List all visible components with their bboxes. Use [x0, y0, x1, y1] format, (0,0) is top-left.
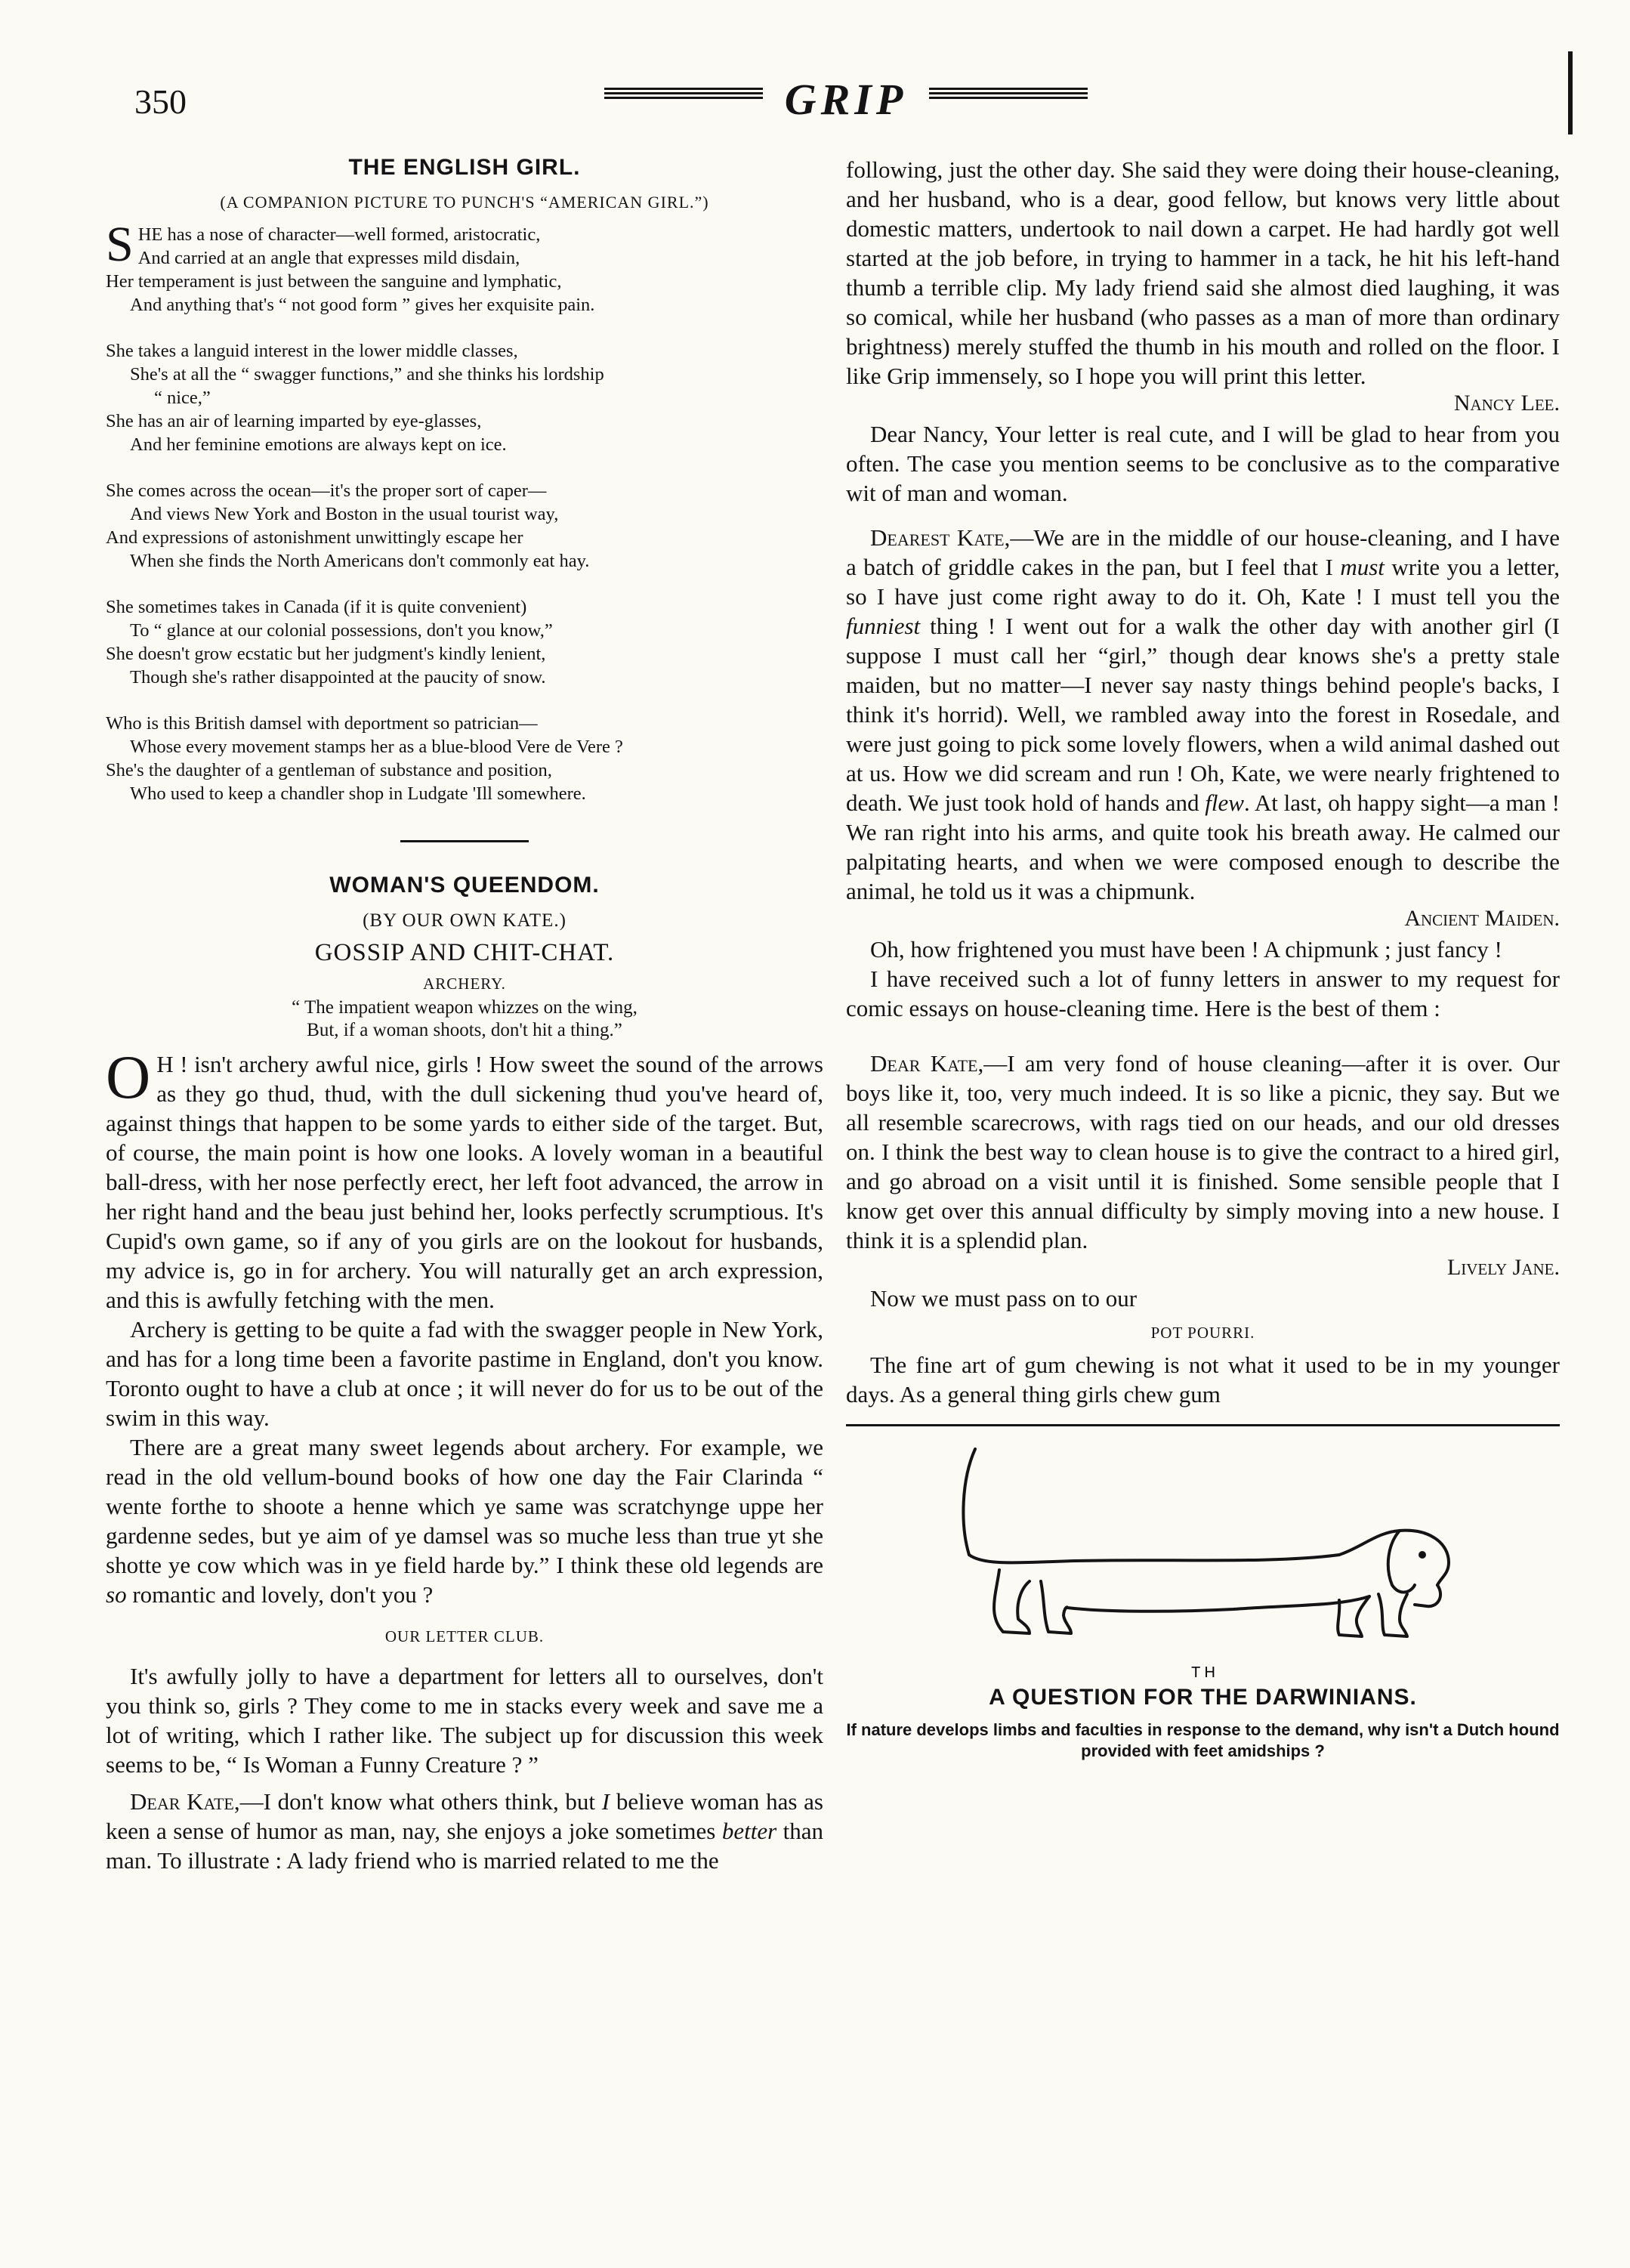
- letter: Dear Kate,—I don't know what others think, but I believe woman has as keen a sense of humor as man, nay, she enjoys a joke sometimes better than man. To illustrate : A lady friend who is married related to me the: [106, 1788, 823, 1874]
- poem-line: And carried at an angle that expresses mild disdain,: [137, 248, 520, 268]
- hind-leg-1: [994, 1570, 1030, 1633]
- signature: Ancient Maiden.: [1404, 906, 1560, 931]
- paragraph: I have received such a lot of funny letters in answer to my request for comic essays on house-cleaning time. Here is the best of them :: [846, 966, 1560, 1021]
- column-title: WOMAN'S QUEENDOM.: [329, 873, 600, 898]
- cartoon-monogram: T H: [1190, 1664, 1215, 1681]
- subsection-heading: OUR LETTER CLUB.: [384, 1627, 545, 1645]
- margin-bar: [1568, 51, 1573, 134]
- cartoon-title: A QUESTION FOR THE DARWINIANS.: [989, 1685, 1417, 1710]
- poem-line: When she finds the North Americans don't commonly eat hay.: [130, 551, 590, 571]
- poem-line: And her feminine emotions are always kept on ice.: [130, 434, 507, 455]
- paragraph: Now we must pass on to our: [870, 1285, 1138, 1312]
- paragraph: The fine art of gum chewing is not what it used to be in my younger days. As a general thing girls chew gum: [846, 1352, 1560, 1407]
- epigraph: [106, 996, 823, 1042]
- paragraph: Archery is getting to be quite a fad with the swagger people in New York, and has for a long time been a favorite pastime in England, don't you know. Toronto ought to have a club at once ; it will never do for us to be out of the swim in this way.: [106, 1316, 823, 1431]
- paragraph: following, just the other day. She said they were doing their house-cleaning, and her husband, who is a dear, good fellow, but knows very little about domestic matters, undertook to nail down a carpet. He had hardly got well started at the job before, in trying to hammer in a tack, he hit his left-hand thumb a terrible clip. My lady friend said she almost died laughing, it was so comical, while her husband (who passes as a man of more than ordinary brightness) merely stuffed the thumb in his mouth and rolled on the floor. I like Grip immensely, so I hope you will print this letter.: [846, 156, 1560, 389]
- dog-eye: [1420, 1553, 1425, 1557]
- poem-line: And expressions of astonishment unwittingly escape her: [106, 527, 523, 548]
- hind-leg-2: [1041, 1581, 1071, 1633]
- subsection-heading: POT POURRI.: [1150, 1324, 1255, 1342]
- muzzle-line: [1415, 1585, 1440, 1606]
- poem-line: Who used to keep a chandler shop in Ludgate 'Ill somewhere.: [130, 783, 586, 804]
- byline: (BY OUR OWN KATE.): [363, 910, 566, 931]
- dachshund-illustration: [916, 1434, 1490, 1683]
- masthead-title: GRIP: [784, 75, 908, 124]
- poem-line: To “ glance at our colonial possessions, don't you know,”: [130, 620, 553, 641]
- paragraph: There are a great many sweet legends about archery. For example, we read in the old vellum-bound books of how one day the Fair Clarinda “ wente forthe to shoote a henne which ye same was scratchynge uppe her gardenne sedes, but ye aim of ye damsel was so muche less than true yt she shotte ye cow which was in ye field harde by.” I think these old legends are so romantic and lovely, don't you ?: [106, 1434, 823, 1608]
- poem-line: And anything that's “ not good form ” gives her exquisite pain.: [130, 295, 595, 315]
- poem-line: She's at all the “ swagger functions,” and she thinks his lordship: [130, 364, 604, 385]
- page-number: 350: [134, 82, 187, 121]
- belly-line: [1067, 1596, 1369, 1611]
- epigraph-line: “ The impatient weapon whizzes on the wing,: [292, 997, 637, 1018]
- front-leg-2: [1378, 1594, 1407, 1636]
- ear-line: [1388, 1531, 1414, 1592]
- letter: Dear Kate,—I am very fond of house cleaning—after it is over. Our boys like it, too, very much indeed. It is so like a picnic, they say. But we all resemble scarecrows, with rags tied on our heads, and our old dresses on. I think the best way to clean house is to give the contract to a hired girl, and go abroad on a visit until it is finished. Some sensible people that I know get over this annual difficulty by simply moving into a new house. I think it is a splendid plan.: [846, 1050, 1560, 1253]
- letter: Dearest Kate,—We are in the middle of our house-cleaning, and I have a batch of griddle cakes in the pan, but I feel that I must write you a letter, so I have just come right away to do it. Oh, Kate ! I must tell you the funniest thing ! I went out for a walk the other day with another girl (I suppose I must call her “girl,” though dear knows she's a pretty stale maiden, but no matter—I never say nasty things behind people's backs, I think it's horrid). Well, we rambled away into the forest in Rosedale, and were just going to pick some lovely flowers, when a wild animal dashed out at us. How we did scream and run ! Oh, Kate, we were nearly frightened to death. We just took hold of hands and flew. At last, oh happy sight—a man ! We ran right into his arms, and quite took his breath away. He calmed our palpitating hearts, and when we were composed enough to describe the animal, he told us it was a chipmunk.: [846, 524, 1561, 904]
- cartoon: [846, 1424, 1560, 1762]
- poem-stanza: [106, 217, 823, 317]
- paragraph: [106, 1043, 823, 1315]
- drop-cap-s: S: [106, 217, 134, 272]
- poem-line: She takes a languid interest in the lower middle classes,: [106, 341, 518, 361]
- poem-stanza: [106, 712, 823, 805]
- poem-stanza: [106, 595, 823, 689]
- paragraph: Dear Nancy, Your letter is real cute, and I will be glad to hear from you often. The case you mention seems to be conclusive as to the comparative wit of man and woman.: [846, 421, 1560, 506]
- poem: [106, 217, 823, 805]
- poem-line: She doesn't grow ecstatic but her judgment's kindly lenient,: [106, 644, 546, 664]
- signature: Lively Jane.: [1446, 1255, 1560, 1280]
- poem-stanza: [106, 479, 823, 573]
- poem-line: “ nice,”: [154, 388, 211, 408]
- right-column: [846, 155, 1560, 1762]
- poem-line: She comes across the ocean—it's the proper sort of caper—: [106, 480, 547, 501]
- poem-line: And views New York and Boston in the usual tourist way,: [130, 504, 559, 524]
- epigraph-line: But, if a woman shoots, don't hit a thing.”: [307, 1020, 622, 1040]
- poem-line: She has an air of learning imparted by eye-glasses,: [106, 411, 482, 431]
- tail-line: [963, 1449, 975, 1555]
- poem-line: She's the daughter of a gentleman of substance and position,: [106, 760, 552, 780]
- left-column: [106, 155, 823, 1875]
- paragraph: It's awfully jolly to have a department for letters all to ourselves, don't you think so, girls ? They come to me in stacks every week and save me a lot of writing, which I rather like. The subject up for discussion this week seems to be, “ Is Woman a Funny Creature ? ”: [106, 1663, 823, 1778]
- cartoon-rule: [846, 1424, 1560, 1426]
- poem-line: Her temperament is just between the sanguine and lymphatic,: [106, 271, 562, 292]
- masthead: [589, 74, 1103, 134]
- back-line: [969, 1555, 1339, 1562]
- poem-line: Though she's rather disappointed at the paucity of snow.: [130, 667, 546, 688]
- masthead-rule-right: [929, 88, 1088, 101]
- paragraph: Oh, how frightened you must have been ! A chipmunk ; just fancy !: [870, 936, 1502, 963]
- drop-cap-o: O: [106, 1043, 151, 1111]
- poem-line: She sometimes takes in Canada (if it is quite convenient): [106, 597, 527, 617]
- paragraph-text: H ! isn't archery awful nice, girls ! How sweet the sound of the arrows as they go thud, thud, with the dull sickening thud you've heard of, against things that happen to be some yards to either side of the target. But, of course, the main point is how one looks. A lovely woman in a beautiful ball-dress, with her nose perfectly erect, her left foot advanced, the arrow in her right hand and the beau just behind her, looks perfectly scrumptious. It's Cupid's own game, so if any of you girls are on the lookout for husbands, my advice is, go in for archery. You will naturally get an arch expression, and this is awfully fetching with the men.: [106, 1051, 823, 1313]
- cartoon-caption: If nature develops limbs and faculties in response to the demand, why isn't a Dutch hound provided with feet amidships ?: [846, 1720, 1560, 1760]
- poem-line: HE has a nose of character—well formed, aristocratic,: [137, 224, 541, 245]
- signature: Nancy Lee.: [1453, 391, 1560, 416]
- poem-title: THE ENGLISH GIRL.: [348, 155, 581, 180]
- poem-subtitle: (A COMPANION PICTURE TO PUNCH'S “AMERICAN GIRL.”): [220, 193, 709, 212]
- poem-line: Whose every movement stamps her as a blue-blood Vere de Vere ?: [130, 737, 623, 757]
- poem-stanza: [106, 339, 823, 456]
- poem-line: Who is this British damsel with deportment so patrician—: [106, 713, 538, 734]
- section-heading: GOSSIP AND CHIT-CHAT.: [314, 939, 615, 966]
- section-divider: [400, 840, 529, 842]
- subsection-heading: ARCHERY.: [423, 975, 506, 993]
